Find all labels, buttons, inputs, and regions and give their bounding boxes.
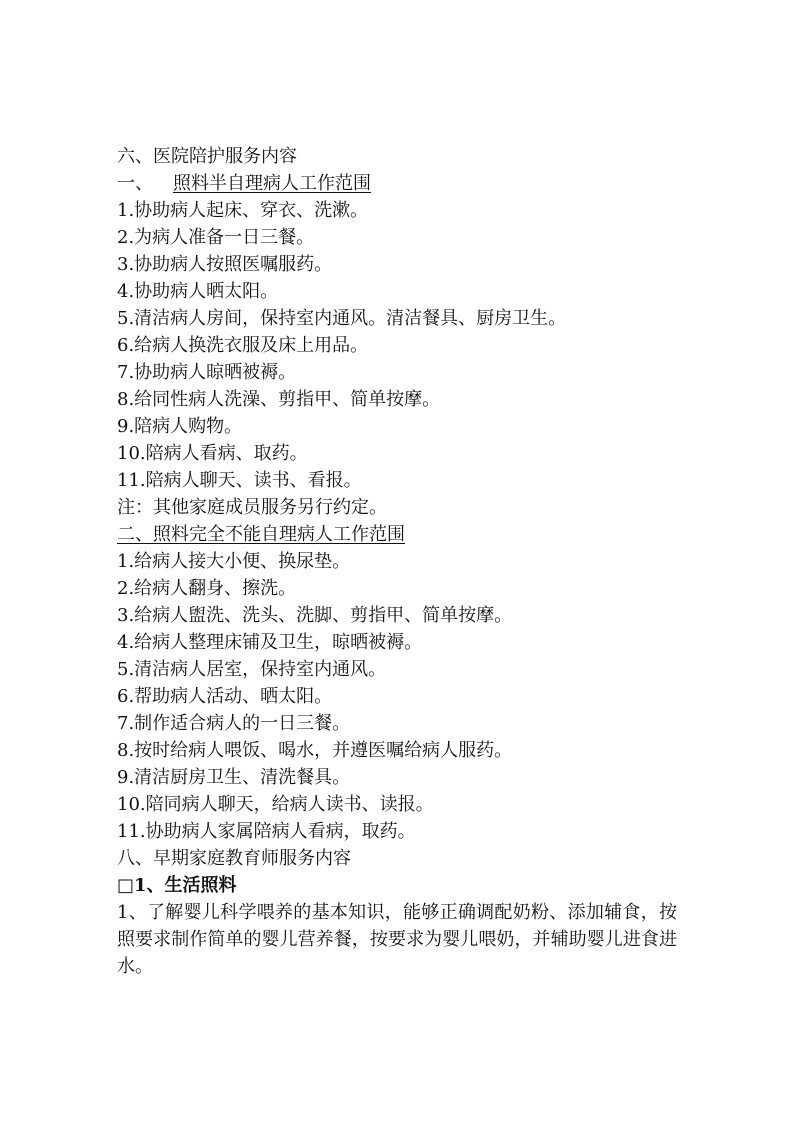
part-1-item: 6.给病人换洗衣服及床上用品。 [117, 335, 369, 356]
part-1-item: 8.给同性病人洗澡、剪指甲、简单按摩。 [117, 389, 441, 410]
part-1-item: 9.陪病人购物。 [117, 416, 243, 437]
part-2-item: 5.清洁病人居室，保持室内通风。 [117, 659, 387, 680]
part-1-title: 照料半自理病人工作范围 [173, 173, 371, 194]
document-content [117, 143, 677, 980]
section-6-title: 六、医院陪护服务内容 [117, 146, 297, 167]
part-2-item: 8.按时给病人喂饭、喝水，并遵医嘱给病人服药。 [117, 740, 513, 761]
part-2-item: 7.制作适合病人的一日三餐。 [117, 713, 351, 734]
part-1-note: 注：其他家庭成员服务另行约定。 [117, 497, 387, 518]
part-2-item: 9.清洁厨房卫生、清洗餐具。 [117, 767, 351, 788]
part-1-number: 一、 [117, 173, 153, 194]
part-1-heading [117, 170, 677, 197]
part-2-title: 二、照料完全不能自理病人工作范围 [117, 524, 405, 545]
part-1-item: 7.协助病人晾晒被褥。 [117, 362, 297, 383]
part-1-item: 4.协助病人晒太阳。 [117, 281, 279, 302]
part-1-item: 3.协助病人按照医嘱服药。 [117, 254, 333, 275]
part-2-item: 1.给病人接大小便、换尿垫。 [117, 551, 351, 572]
part-2-item: 6.帮助病人活动、晒太阳。 [117, 686, 333, 707]
subsection-paragraph: 1、了解婴儿科学喂养的基本知识，能够正确调配奶粉、添加辅食，按照要求制作简单的婴儿营养餐，按要求为婴儿喂奶，并辅助婴儿进食进水。 [117, 902, 677, 977]
part-1-item: 11.陪病人聊天、读书、看报。 [117, 470, 362, 491]
part-1-item: 1.协助病人起床、穿衣、洗漱。 [117, 200, 369, 221]
part-2-item: 2.给病人翻身、擦洗。 [117, 578, 297, 599]
part-2-item: 4.给病人整理床铺及卫生，晾晒被褥。 [117, 632, 423, 653]
section-8-title: 八、早期家庭教育师服务内容 [117, 848, 351, 869]
part-1-item: 2.为病人准备一日三餐。 [117, 227, 315, 248]
part-1-item: 5.清洁病人房间，保持室内通风。清洁餐具、厨房卫生。 [117, 308, 567, 329]
part-2-item: 10.陪同病人聊天，给病人读书、读报。 [117, 794, 434, 815]
part-1-item: 10.陪病人看病、取药。 [117, 443, 308, 464]
part-2-item: 11.协助病人家属陪病人看病，取药。 [117, 821, 416, 842]
part-2-item: 3.给病人盥洗、洗头、洗脚、剪指甲、简单按摩。 [117, 605, 513, 626]
subsection-title: □1、生活照料 [117, 875, 237, 896]
